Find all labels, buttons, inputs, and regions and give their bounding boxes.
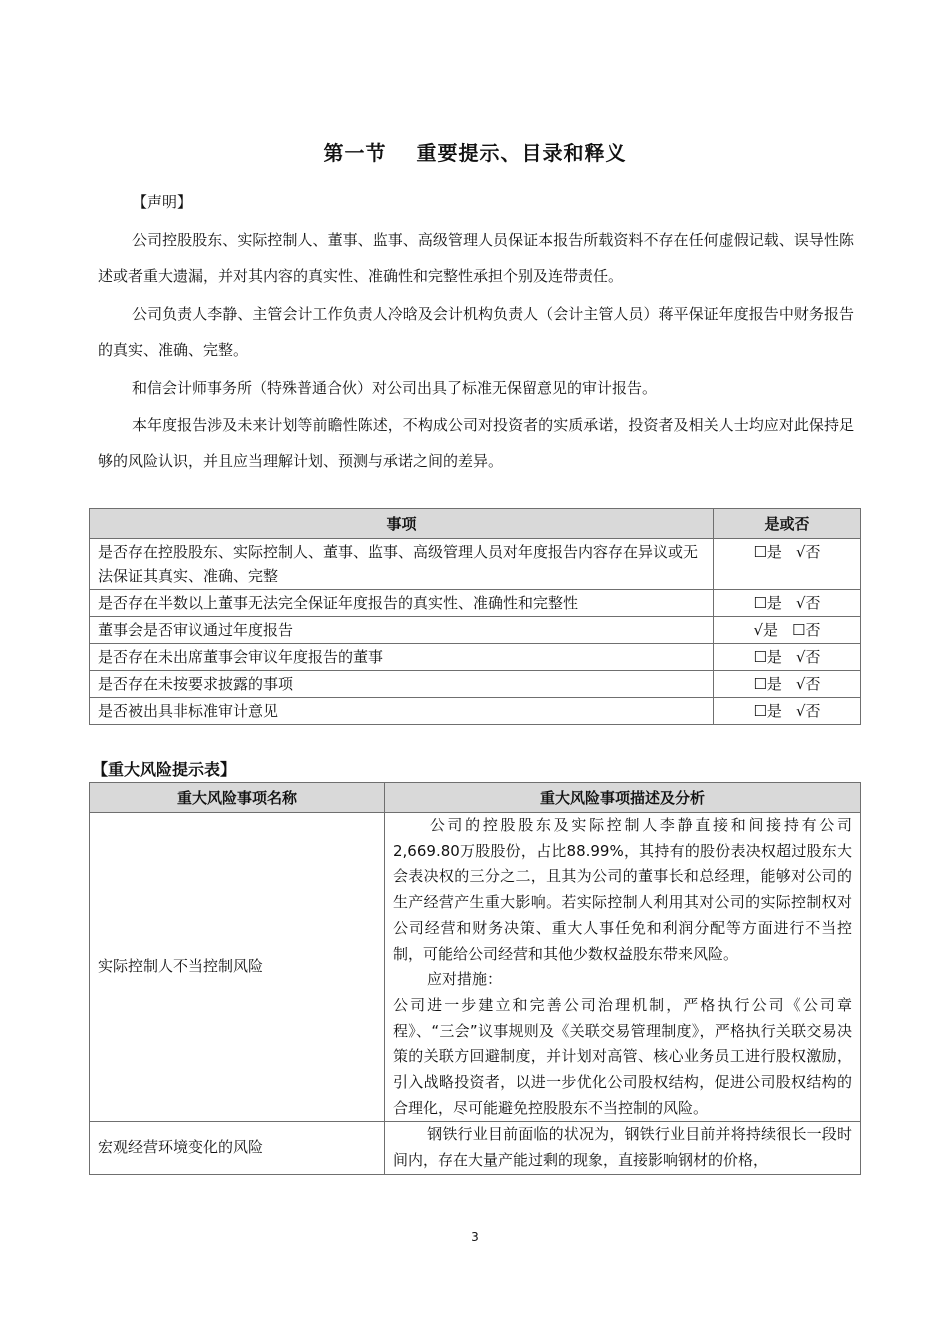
risk-desc-text — [393, 813, 852, 967]
no-label: 否 — [805, 594, 821, 612]
matters-col-yesno: 是或否 — [714, 509, 861, 539]
declaration-paragraph-4-text: 本年度报告涉及未来计划等前瞻性陈述，不构成公司对投资者的实质承诺，投资者及相关人士均应对此保持足够的风险认识，并且应当理解计划、预测与承诺之间的差异。 — [98, 416, 854, 470]
risk-measure-label-text: 应对措施： — [427, 970, 503, 989]
yes-label: 是 — [766, 702, 782, 720]
no-label: 否 — [805, 702, 821, 720]
declaration-paragraph-2 — [98, 296, 854, 368]
risk-name: 宏观经营环境变化的风险 — [90, 1122, 385, 1174]
yes-mark: ☐ — [753, 702, 767, 720]
no-mark: √ — [795, 675, 806, 693]
no-mark: √ — [795, 543, 806, 561]
risk-desc — [385, 813, 861, 1122]
declaration-paragraph-3-text: 和信会计师事务所（特殊普通合伙）对公司出具了标准无保留意见的审计报告。 — [132, 379, 658, 397]
no-mark: √ — [795, 702, 806, 720]
declaration-paragraph-2-text: 公司负责人李静、主管会计工作负责人冷晗及会计机构负责人（会计主管人员）蒋平保证年度报告中财务报告的真实、准确、完整。 — [98, 305, 854, 359]
yes-label: 是 — [766, 594, 782, 612]
matter-item: 是否存在未出席董事会审议年度报告的董事 — [90, 644, 714, 671]
declaration-paragraph-1 — [98, 222, 854, 294]
risk-measure-label — [393, 967, 852, 993]
matter-item: 是否存在未按要求披露的事项 — [90, 671, 714, 698]
risk-measure-text: 公司进一步建立和完善公司治理机制，严格执行公司《公司章程》、“三会”议事规则及《关联交易管理制度》，严格执行关联交易决策的关联方回避制度，并计划对高管、核心业务员工进行股权激励，引入战略投资者，以进一步优化公司股权结构，促进公司股权结构的合理化，尽可能避免控股股东不当控制的风险。 — [393, 995, 852, 1117]
table-row — [90, 617, 861, 644]
declaration-paragraph-1-text: 公司控股股东、实际控制人、董事、监事、高级管理人员保证本报告所载资料不存在任何虚假记载、误导性陈述或者重大遗漏，并对其内容的真实性、准确性和完整性承担个别及连带责任。 — [98, 231, 854, 285]
matter-item: 董事会是否审议通过年度报告 — [90, 617, 714, 644]
matters-table — [89, 508, 861, 725]
table-row — [90, 539, 861, 590]
no-mark: √ — [795, 648, 806, 666]
yes-mark: ☐ — [753, 543, 767, 561]
no-label: 否 — [805, 621, 821, 639]
risk-table — [89, 782, 861, 1175]
no-label: 否 — [805, 675, 821, 693]
matter-yesno — [714, 590, 861, 617]
yes-mark: ☐ — [753, 648, 767, 666]
risk-col-desc: 重大风险事项描述及分析 — [385, 783, 861, 813]
risk-desc-body: 钢铁行业目前面临的状况为，钢铁行业目前并将持续很长一段时间内，存在大量产能过剩的现象，直接影响钢材的价格， — [393, 1125, 852, 1170]
table-row — [90, 671, 861, 698]
yes-mark: ☐ — [753, 675, 767, 693]
page-number: 3 — [471, 1230, 479, 1244]
yes-mark: ☐ — [753, 594, 767, 612]
no-mark: ☐ — [792, 621, 806, 639]
risk-name: 实际控制人不当控制风险 — [90, 813, 385, 1122]
risk-table-heading: 【重大风险提示表】 — [92, 760, 237, 779]
table-row — [90, 590, 861, 617]
risk-col-name: 重大风险事项名称 — [90, 783, 385, 813]
matter-yesno — [714, 671, 861, 698]
matter-yesno — [714, 698, 861, 725]
declaration-paragraph-3 — [98, 370, 854, 406]
no-label: 否 — [805, 648, 821, 666]
yes-label: 是 — [766, 675, 782, 693]
declaration-heading — [98, 184, 854, 220]
section-number: 第一节 — [323, 141, 387, 165]
matter-yesno — [714, 539, 861, 590]
matter-yesno — [714, 644, 861, 671]
risk-desc-body: 公司的控股股东及实际控制人李静直接和间接持有公司2,669.80万股股份，占比88.99%，其持有的股份表决权超过股东大会表决权的三分之二，且其为公司的董事长和总经理，能够对公司的生产经营产生重大影响。若实际控制人利用其对公司的实际控制权对公司经营和财务决策、重大人事任免和利润分配等方面进行不当控制，可能给公司经营和其他少数权益股东带来风险。 — [393, 816, 852, 963]
matter-yesno — [714, 617, 861, 644]
yes-label: 是 — [763, 621, 779, 639]
matters-table-header — [90, 509, 861, 539]
no-mark: √ — [795, 594, 806, 612]
matter-item: 是否存在控股股东、实际控制人、董事、监事、高级管理人员对年度报告内容存在异议或无法保证其真实、准确、完整 — [90, 539, 714, 590]
table-row — [90, 698, 861, 725]
declaration-paragraph-4 — [98, 407, 854, 479]
matter-item: 是否存在半数以上董事无法完全保证年度报告的真实性、准确性和完整性 — [90, 590, 714, 617]
page-title — [0, 137, 950, 166]
table-row — [90, 813, 861, 1122]
section-title: 重要提示、目录和释义 — [416, 141, 627, 165]
table-row — [90, 1122, 861, 1174]
matter-item: 是否被出具非标准审计意见 — [90, 698, 714, 725]
risk-table-header — [90, 783, 861, 813]
table-row — [90, 644, 861, 671]
declaration-heading-text: 【声明】 — [132, 193, 193, 211]
matters-col-item: 事项 — [90, 509, 714, 539]
yes-label: 是 — [766, 543, 782, 561]
yes-mark: √ — [753, 621, 764, 639]
risk-desc — [385, 1122, 861, 1174]
yes-label: 是 — [766, 648, 782, 666]
no-label: 否 — [805, 543, 821, 561]
